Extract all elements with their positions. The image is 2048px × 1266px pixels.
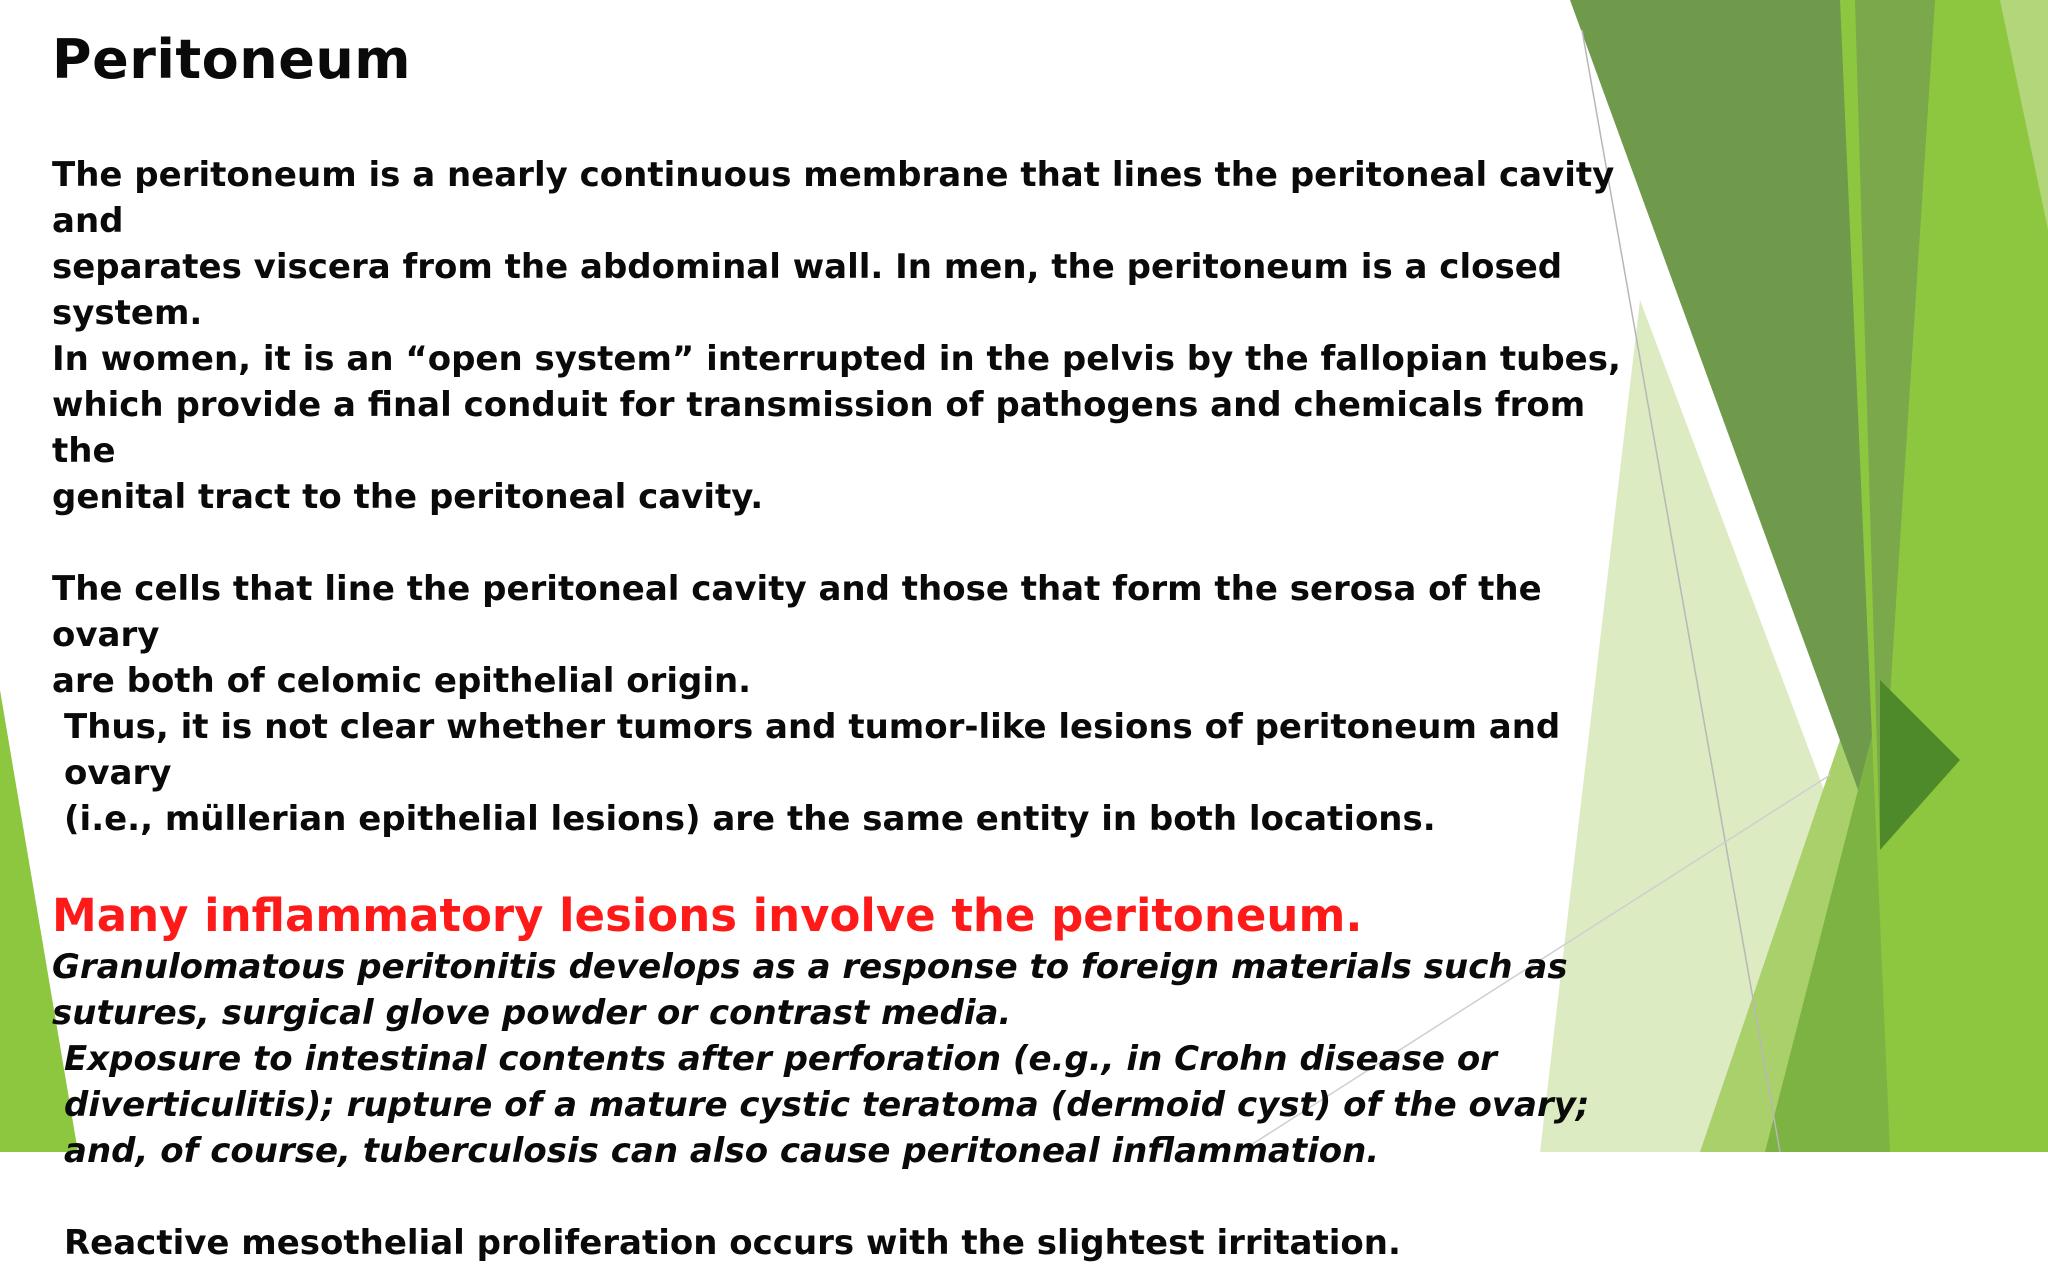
exposure-paragraph: Exposure to intestinal contents after perforation (e.g., in Crohn disease or diverticulitis); rupture of a mature cystic teratoma (dermoid cyst) of the ovary; and, of course, tuberculosis can also cause peritoneal inflammation. (64, 1039, 1590, 1171)
granulomatous-paragraph: Granulomatous peritonitis develops as a response to foreign materials such as sutures, surgical glove powder or contrast media. (52, 947, 1568, 1033)
intro-paragraph: The peritoneum is a nearly continuous membrane that lines the peritoneal cavity and separates viscera from the abdominal wall. In men, the peritoneum is a closed system. In women, it is an “open system” interrupted in the pelvis by the fallopian tubes, which provide a final conduit for transmission of pathogens and chemicals from the genital tract to the peritoneal cavity. (52, 155, 1621, 517)
slide-title: Peritoneum (52, 28, 412, 91)
highlight-heading: Many inflammatory lesions involve the peritoneum. (52, 889, 1363, 942)
reactive-proliferation-paragraph: Reactive mesothelial proliferation occurs with the slightest irritation. (64, 1223, 1401, 1263)
lesion-entity-paragraph: Thus, it is not clear whether tumors and tumor-like lesions of peritoneum and ovary (i.e., müllerian epithelial lesions) are the same entity in both locations. (64, 707, 1561, 839)
slide-content (52, 20, 1632, 1266)
celomic-origin-paragraph: The cells that line the peritoneal cavity and those that form the serosa of the ovary are both of celomic epithelial origin. (52, 569, 1542, 701)
